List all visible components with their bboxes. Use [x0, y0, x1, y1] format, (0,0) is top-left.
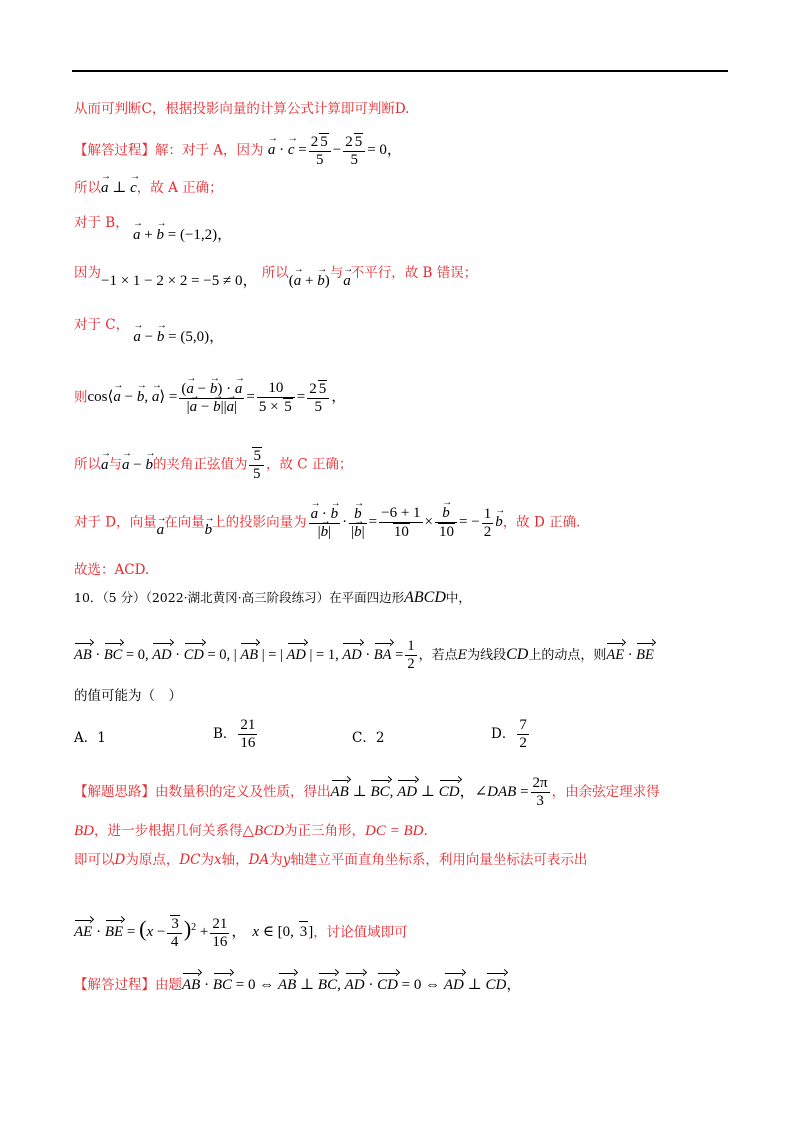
text-line-7 [74, 380, 346, 416]
solution-line-a [74, 133, 402, 169]
l7-pre: 则 [74, 389, 88, 406]
l8-post: ，故 C 正确； [265, 456, 353, 473]
l8-mid2: 的夹角正弦值为 [152, 456, 248, 473]
s2-text2: 为正三角形， [284, 823, 366, 839]
s3-t4: 为 [269, 852, 283, 868]
formula-a-dot-c: → a · → c = $\frac{2 5}{5}$ − $\frac{2 5}{5}$ = 0， [268, 142, 402, 158]
s2-triangle: △BCD [242, 823, 285, 839]
s1-text: 由数量积的定义及性质，得出 [155, 783, 331, 800]
q-zhong: 中， [445, 590, 471, 605]
option-d-value: $\frac{7}{2}$ [519, 717, 527, 751]
q-abcd: ABCD [404, 589, 446, 606]
question-10-conditions [74, 638, 654, 673]
solution-line-q10 [74, 975, 521, 995]
s4-post: ，讨论值域即可 [313, 924, 408, 941]
text-line-5 [74, 263, 478, 289]
s3-t3: 轴， [221, 852, 249, 868]
text-line-8 [74, 447, 352, 483]
question-10-heading [74, 588, 471, 608]
text-line-9 [74, 505, 580, 541]
s2-dc-bd: DC = BD [365, 823, 424, 839]
l6-pre: 对于 C， [74, 317, 130, 333]
formula-perp-pair: AB ⊥ BC, AD ⊥ CD，∠DAB = $\frac{2\pi}{3}$ [330, 775, 548, 809]
l4-pre: 对于 B， [74, 215, 129, 231]
q-ask: 的值可能为（ ） [74, 688, 182, 704]
l9-mid: 在向量 [164, 514, 205, 531]
q-e: E [457, 647, 468, 663]
vec-a-minus-b: → a − → b [122, 457, 153, 473]
s3-dc: DC [179, 852, 201, 868]
l8-pre: 所以 [74, 456, 101, 473]
option-c-label: C．2 [352, 730, 385, 746]
solution-tag: 【解答过程】 [74, 142, 155, 159]
text-line-1 [74, 99, 409, 119]
option-a-label: A．1 [74, 730, 106, 746]
s2-bd: BD [74, 823, 94, 839]
formula-determinant: −1 × 1 − 2 × 2 = −5 ≠ 0， [101, 273, 258, 289]
option-b-label: B． [213, 726, 237, 742]
vec-a-2: → a [101, 457, 109, 473]
q-post2: 为线段 [467, 647, 507, 663]
formula-cos: cos⟨→ a − → b, → a⟩ = $\frac{(\to a - \to b) \cdot \to a}{|\to a - \to b||\to a|}$ = $\frac{10}{5 \times 5}$ = $\frac{2 5}{5}$ ， [88, 389, 347, 405]
option-b-value: $\frac{21}{16}$ [240, 717, 256, 751]
formula-ae-be-expression: AE · BE = (x − $\frac{3}{4}$ )$^2$ + $\frac{21}{16}$ ， x ∈ [0, 3] [74, 915, 314, 950]
thinking-line-1 [74, 775, 660, 810]
s3-t5: 轴建立平面直角坐标系，利用向量坐标法可表示出 [290, 852, 588, 868]
l3-post: ，故 A 正确； [136, 180, 223, 196]
solution-intro: 解：对于 A，因为 [155, 142, 264, 159]
l5-pre: 因为 [74, 265, 101, 281]
answer-choice: 故选：ACD. [74, 562, 150, 578]
s2-text: ，进一步根据几何关系得 [94, 823, 243, 839]
s5-text: 由题 [155, 977, 182, 993]
line1-text: 从而可判断C，根据投影向量的计算公式计算即可判断D. [74, 101, 410, 117]
s3-pre: 即可以 [74, 852, 115, 868]
formula-a-minus-b: → a − → b = (5,0)， [133, 329, 224, 345]
formula-a-plus-b-paren: (→ a + → b) [289, 273, 330, 289]
q-head: 10．（5 分）（2022·湖北黄冈·高三阶段练习）在平面四边形 [74, 590, 405, 605]
s3-da: DA [248, 852, 270, 868]
thinking-line-3 [74, 850, 587, 870]
vec-b: → b [205, 522, 213, 538]
l3-pre: 所以 [74, 180, 101, 196]
q-cd: CD [506, 645, 529, 663]
frac-sqrt5-over-5: $\frac{5}{5}$ [249, 447, 264, 483]
q-post1: ，若点 [418, 647, 458, 663]
option-d-label: D． [491, 726, 516, 742]
s1-post: ，由余弦定理求得 [551, 783, 660, 800]
thinking-line-4 [74, 915, 408, 951]
q-post3: 上的动点，则 [528, 647, 607, 663]
vec-a: → a [343, 273, 351, 289]
thinking-tag: 【解题思路】 [74, 783, 155, 800]
s3-x: x [213, 852, 222, 868]
solution-tag-2: 【解答过程】 [74, 977, 155, 993]
l9-pre: 对于 D，向量 [74, 514, 157, 531]
thinking-line-2: BD，进一步根据几何关系得△BCD为正三角形，DC = BD. [74, 823, 428, 839]
vec-a-3: → a [157, 522, 165, 538]
text-line-6 [74, 315, 225, 345]
l8-mid: 与 [108, 456, 122, 473]
question-10-ask [74, 686, 182, 706]
l5-post2: 不平行，故 B 错误； [350, 265, 478, 281]
formula-ae-be: AE · BE [606, 646, 654, 663]
l5-mid: 所以 [261, 265, 289, 281]
header-rule [72, 70, 728, 72]
option-a[interactable] [74, 726, 106, 746]
formula-equivalences: AB · BC = 0 ⇔ AB ⊥ BC, AD · CD = 0 ⇔ AD ⊥ CD， [182, 977, 522, 993]
s3-y: y [282, 852, 291, 868]
l9-mid2: 上的投影向量为 [212, 514, 307, 531]
text-line-4 [74, 213, 233, 243]
formula-projection: → $\frac{a \cdot \to b}{|\to b|}$ · → $\frac{b}{|\to b|}$ = $\frac{-6 + 1}{10}$ × → $\frac{b}{10}$ = − $\frac{1}{2}$ → b [307, 514, 503, 530]
formula-perp: → a ⊥ → c [101, 180, 137, 196]
s3-t2: 为 [200, 852, 214, 868]
answer-choice-line [74, 560, 149, 580]
text-line-3 [74, 178, 223, 198]
l9-post: ，故 D 正确. [502, 514, 581, 531]
formula-conditions: AB · BC = 0, AD · CD = 0, | AB | = | AD | = 1, AD · BA = $\frac{1}{2}$ [74, 638, 415, 672]
formula-a-plus-b: → a + → b = (−1,2)， [133, 227, 232, 243]
s3-t1: 为原点， [125, 852, 180, 868]
l5-post: 与 [329, 265, 344, 281]
option-b[interactable] [213, 717, 259, 752]
option-c[interactable] [352, 726, 384, 746]
option-d[interactable] [491, 717, 531, 752]
s3-d: D [114, 852, 126, 868]
